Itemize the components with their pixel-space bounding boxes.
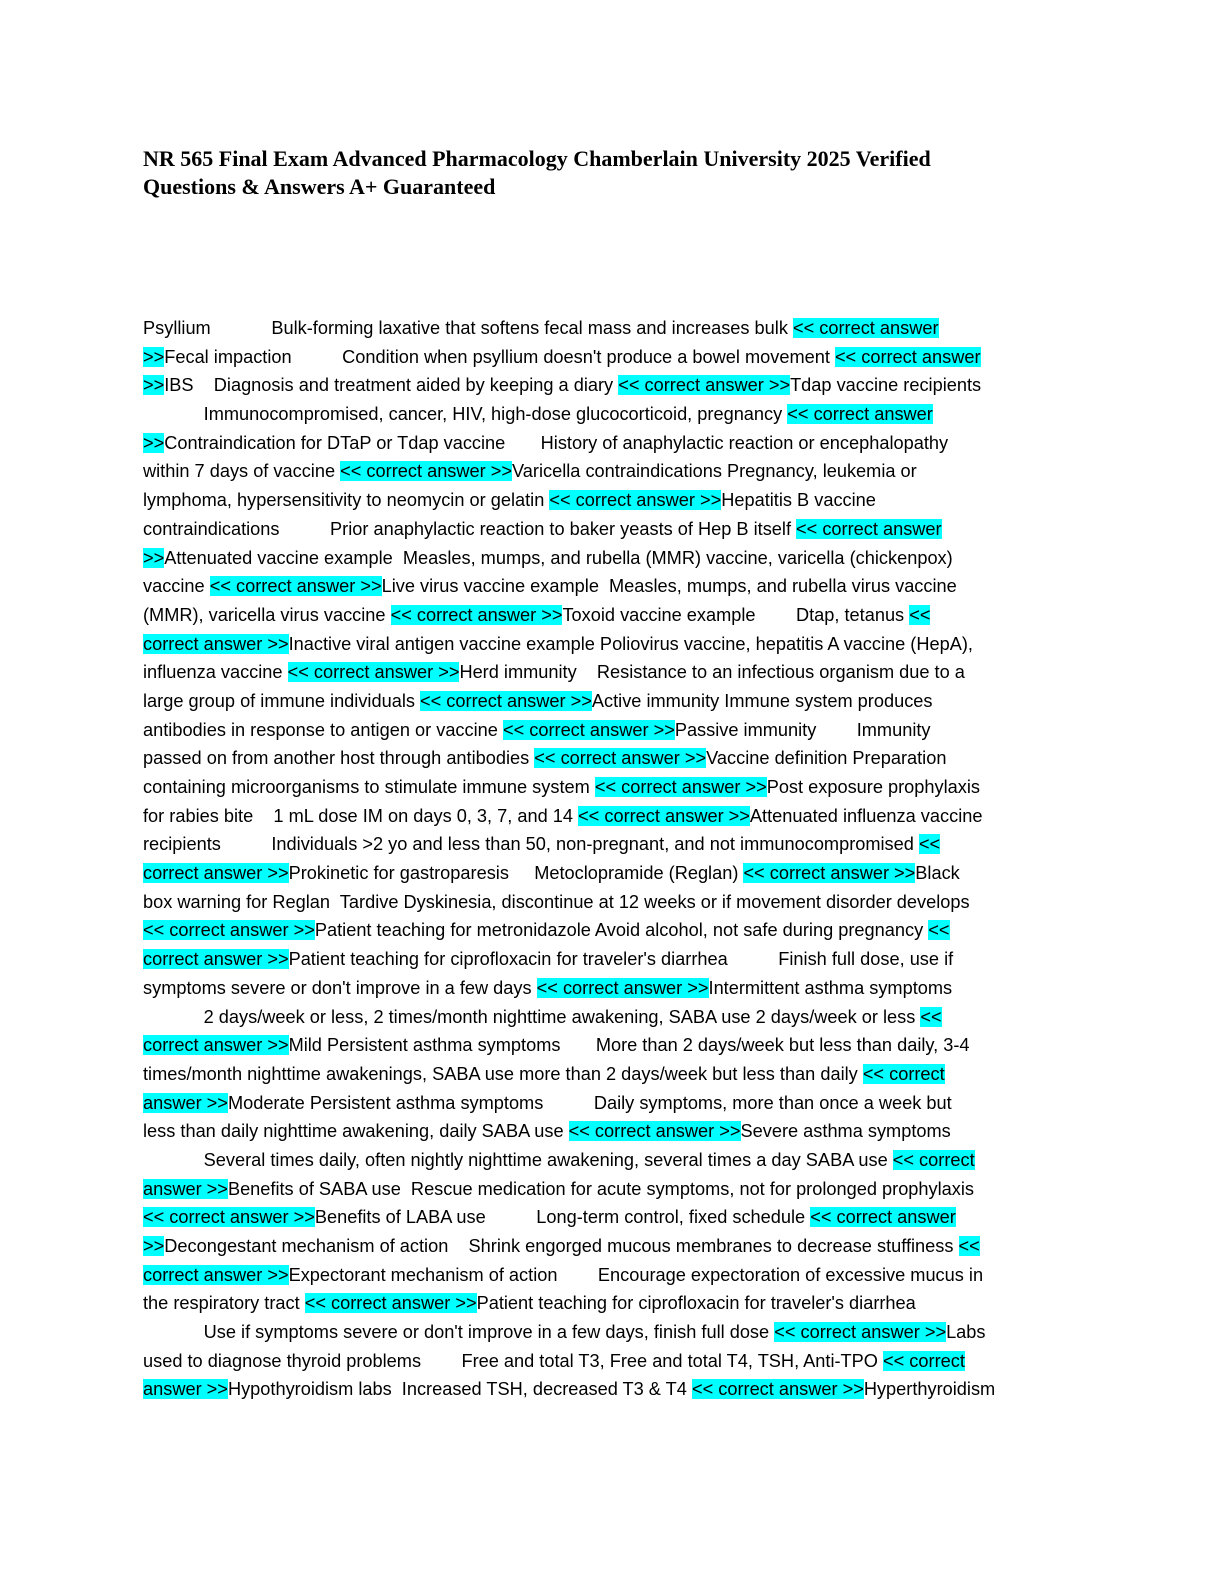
text-line — [143, 1232, 1083, 1261]
text-line — [143, 859, 1083, 888]
body-text: Contraindication for DTaP or Tdap vaccine History of anaphylactic reaction or encephalopathy — [164, 432, 949, 453]
body-text: IBS Diagnosis and treatment aided by keeping a diary — [164, 375, 619, 396]
body-text: contraindications Prior anaphylactic reaction to baker yeasts of Hep B itself — [143, 518, 797, 539]
answer-marker-highlight: << correct answer >> — [568, 1121, 741, 1142]
text-line — [143, 1175, 1083, 1204]
body-text: Immunocompromised, cancer, HIV, high-dose glucocorticoid, pregnancy — [143, 404, 788, 425]
answer-marker-highlight: correct answer >> — [143, 1035, 289, 1056]
body-text: Labs — [946, 1322, 986, 1343]
answer-marker-highlight: << correct answer >> — [578, 805, 750, 826]
answer-marker-highlight: << correct answer >> — [209, 576, 382, 597]
text-line — [143, 974, 1083, 1003]
body-text: (MMR), varicella virus vaccine — [143, 604, 391, 625]
text-line — [143, 1089, 1083, 1118]
body-text: Hyperthyroidism — [863, 1379, 996, 1400]
text-line — [143, 515, 1083, 544]
title-line-1: NR 565 Final Exam Advanced Pharmacology Chamberlain University 2025 Verified — [143, 146, 931, 171]
text-line — [143, 572, 1083, 601]
body-text: Patient teaching for metronidazole Avoid alcohol, not safe during pregnancy — [314, 920, 929, 941]
answer-marker-highlight: << correct answer >> — [304, 1293, 477, 1314]
text-line — [143, 630, 1083, 659]
answer-marker-highlight: >> — [143, 375, 165, 396]
body-text: Moderate Persistent asthma symptoms Daily symptoms, more than once a week but — [227, 1092, 952, 1113]
text-line — [143, 1117, 1083, 1146]
body-text: times/month nighttime awakenings, SABA use more than 2 days/week but less than daily — [143, 1063, 863, 1084]
document-title — [143, 145, 1043, 201]
body-text: Inactive viral antigen vaccine example Poliovirus vaccine, hepatitis A vaccine (HepA), — [288, 633, 973, 654]
body-text: symptoms severe or don't improve in a few days — [143, 977, 537, 998]
answer-marker-highlight: correct answer >> — [143, 949, 289, 970]
answer-marker-highlight: << correct answer — [796, 518, 942, 539]
body-text: the respiratory tract — [143, 1293, 305, 1314]
text-line — [143, 457, 1083, 486]
body-text: used to diagnose thyroid problems Free and total T3, Free and total T4, TSH, Anti-TPO — [143, 1350, 884, 1371]
body-text: vaccine — [143, 576, 210, 597]
text-line — [143, 1031, 1083, 1060]
body-text: Attenuated influenza vaccine — [749, 805, 983, 826]
text-line — [143, 544, 1083, 573]
body-text: Expectorant mechanism of action Encourage expectoration of excessive mucus in — [288, 1264, 984, 1285]
text-line — [143, 601, 1083, 630]
answer-marker-highlight: << correct — [883, 1350, 965, 1371]
answer-marker-highlight: << correct answer >> — [743, 863, 916, 884]
body-text: Tdap vaccine recipients — [790, 375, 982, 396]
answer-marker-highlight: << correct answer >> — [594, 777, 767, 797]
text-line — [143, 371, 1083, 400]
text-line — [143, 1375, 1083, 1404]
answer-marker-highlight: >> — [143, 1236, 165, 1256]
text-line — [143, 1261, 1083, 1290]
text-line — [143, 486, 1083, 515]
text-line — [143, 343, 1083, 372]
body-text: Patient teaching for ciprofloxacin for traveler's diarrhea — [476, 1293, 916, 1314]
body-text: box warning for Reglan Tardive Dyskinesia, discontinue at 12 weeks or if movement disorder develops — [143, 891, 970, 912]
answer-marker-highlight: << correct answer >> — [143, 1207, 315, 1228]
body-text: Prokinetic for gastroparesis Metoclopramide (Reglan) — [288, 863, 744, 884]
answer-marker-highlight: << correct answer >> — [618, 375, 791, 396]
text-line — [143, 658, 1083, 687]
text-line — [143, 1203, 1083, 1232]
answer-marker-highlight: << correct answer >> — [502, 719, 675, 740]
text-line — [143, 400, 1083, 429]
body-text: less than daily nighttime awakening, daily SABA use — [143, 1121, 569, 1142]
text-line — [143, 716, 1083, 745]
body-text: influenza vaccine — [143, 662, 288, 683]
title-line-2: Questions & Answers A+ Guaranteed — [143, 174, 496, 199]
body-text: Several times daily, often nightly nighttime awakening, several times a day SABA use — [143, 1149, 893, 1170]
body-text: Post exposure prophylaxis — [766, 777, 980, 797]
answer-marker-highlight: << correct answer — [792, 318, 939, 338]
text-line — [143, 1060, 1083, 1089]
body-text: recipients Individuals >2 yo and less than 50, non-pregnant, and not immunocompromised — [143, 834, 919, 855]
answer-marker-highlight: << correct answer — [834, 346, 981, 367]
body-text: 2 days/week or less, 2 times/month nighttime awakening, SABA use 2 days/week or less — [143, 1006, 921, 1027]
body-text: Passive immunity Immunity — [674, 719, 931, 740]
answer-marker-highlight: << correct answer >> — [536, 977, 709, 998]
body-text: Hypothyroidism labs Increased TSH, decreased T3 & T4 — [227, 1379, 692, 1400]
body-text: Black — [915, 863, 960, 884]
body-text: for rabies bite 1 mL dose IM on days 0, 3, 7, and 14 — [143, 805, 579, 826]
answer-marker-highlight: << correct — [892, 1149, 975, 1170]
answer-marker-highlight: correct answer >> — [143, 633, 289, 654]
answer-marker-highlight: << — [958, 1236, 980, 1256]
body-text: Fecal impaction Condition when psyllium doesn't produce a bowel movement — [164, 346, 835, 367]
body-text: Decongestant mechanism of action Shrink engorged mucous membranes to decrease stuffiness — [164, 1236, 959, 1256]
answer-marker-highlight: answer >> — [143, 1092, 228, 1113]
text-line — [143, 429, 1083, 458]
body-text: within 7 days of vaccine — [143, 461, 341, 482]
text-line — [143, 314, 1083, 343]
answer-marker-highlight: << correct answer >> — [691, 1379, 864, 1400]
body-text: Live virus vaccine example Measles, mumps, and rubella virus vaccine — [381, 576, 957, 597]
body-text: Attenuated vaccine example Measles, mumps, and rubella (MMR) vaccine, varicella (chickenpox) — [164, 547, 953, 568]
body-text: Toxoid vaccine example Dtap, tetanus — [562, 604, 910, 625]
body-text: large group of immune individuals — [143, 690, 421, 711]
text-line — [143, 802, 1083, 831]
answer-marker-highlight: << — [920, 1006, 942, 1027]
body-text: Varicella contraindications Pregnancy, leukemia or — [512, 461, 917, 482]
answer-marker-highlight: << correct answer >> — [549, 490, 722, 511]
answer-marker-highlight: answer >> — [143, 1178, 228, 1199]
body-text: Use if symptoms severe or don't improve in a few days, finish full dose — [143, 1322, 775, 1343]
answer-marker-highlight: correct answer >> — [143, 863, 289, 884]
text-line — [143, 687, 1083, 716]
answer-marker-highlight: << — [918, 834, 941, 855]
text-line — [143, 888, 1083, 917]
answer-marker-highlight: << correct answer — [810, 1207, 956, 1228]
answer-marker-highlight: << correct answer — [787, 404, 933, 425]
answer-marker-highlight: << correct answer >> — [287, 662, 460, 683]
body-text: Benefits of LABA use Long-term control, fixed schedule — [314, 1207, 811, 1228]
answer-marker-highlight: >> — [143, 432, 165, 453]
answer-marker-highlight: >> — [143, 346, 165, 367]
body-text: lymphoma, hypersensitivity to neomycin or gelatin — [143, 490, 550, 511]
answer-marker-highlight: answer >> — [143, 1379, 228, 1400]
answer-marker-highlight: correct answer >> — [143, 1264, 289, 1285]
answer-marker-highlight: << correct answer >> — [390, 604, 563, 625]
body-text: antibodies in response to antigen or vaccine — [143, 719, 503, 740]
body-text: Patient teaching for ciprofloxacin for traveler's diarrhea Finish full dose, use if — [288, 949, 954, 970]
answer-marker-highlight: << — [928, 920, 950, 941]
answer-marker-highlight: << correct — [862, 1063, 945, 1084]
text-line — [143, 773, 1083, 802]
body-text: Herd immunity Resistance to an infectious organism due to a — [459, 662, 965, 683]
text-line — [143, 830, 1083, 859]
body-text: Severe asthma symptoms — [740, 1121, 951, 1142]
body-text: Mild Persistent asthma symptoms More than 2 days/week but less than daily, 3-4 — [288, 1035, 970, 1056]
body-text: Intermittent asthma symptoms — [708, 977, 953, 998]
body-text: Psyllium Bulk-forming laxative that softens fecal mass and increases bulk — [143, 318, 793, 338]
text-line — [143, 744, 1083, 773]
body-text: Active immunity Immune system produces — [591, 690, 933, 711]
text-line — [143, 945, 1083, 974]
text-line — [143, 1318, 1083, 1347]
text-line — [143, 1146, 1083, 1175]
answer-marker-highlight: << correct answer >> — [143, 920, 315, 941]
body-text: passed on from another host through antibodies — [143, 748, 535, 769]
answer-marker-highlight: << correct answer >> — [420, 690, 592, 711]
text-line — [143, 1289, 1083, 1318]
document-body — [143, 314, 1083, 1404]
answer-marker-highlight: << correct answer >> — [774, 1322, 947, 1343]
answer-marker-highlight: << — [909, 604, 931, 625]
body-text: Benefits of SABA use Rescue medication for acute symptoms, not for prolonged prophylaxis — [227, 1178, 975, 1199]
text-line — [143, 1003, 1083, 1032]
answer-marker-highlight: >> — [143, 547, 165, 568]
answer-marker-highlight: << correct answer >> — [534, 748, 707, 769]
answer-marker-highlight: << correct answer >> — [340, 461, 512, 482]
body-text: Vaccine definition Preparation — [706, 748, 947, 769]
text-line — [143, 1347, 1083, 1376]
body-text: containing microorganisms to stimulate immune system — [143, 777, 595, 797]
body-text: Hepatitis B vaccine — [721, 490, 876, 511]
text-line — [143, 916, 1083, 945]
